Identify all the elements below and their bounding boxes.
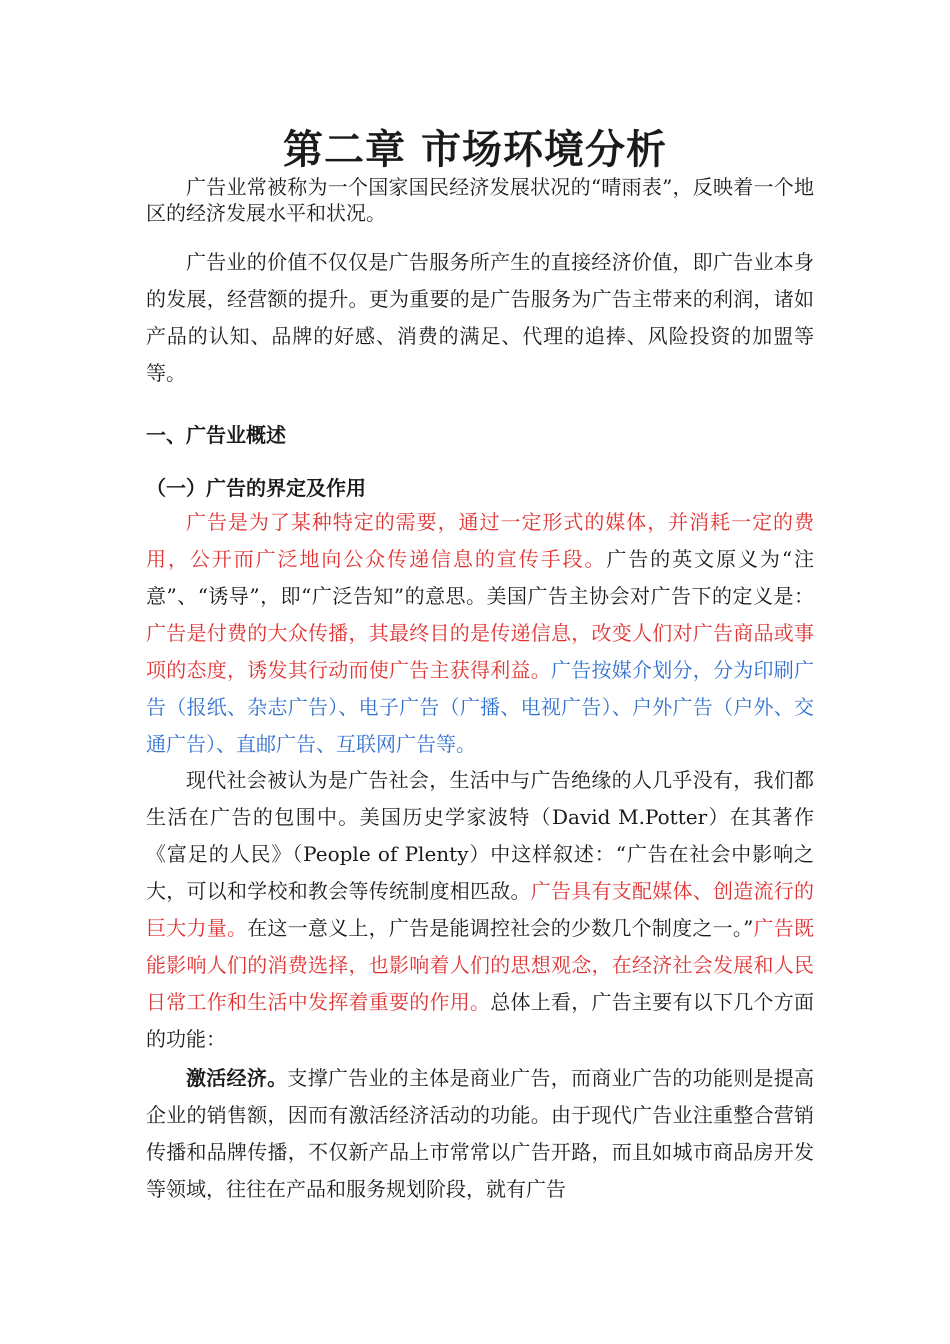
intro-paragraph: 广告业常被称为一个国家国民经济发展状况的“晴雨表”，反映着一个地区的经济发展水平和状况。 — [146, 175, 814, 225]
association-definition-highlight: 广告是付费的大众传播，其最终目的是传递信息，改变人们对广告商品或事项的态度，诱发其行动而使广告主获得利益。 — [146, 621, 814, 682]
society-paragraph — [146, 762, 814, 1058]
definition-text: 广告的英文原义为“注意”、“诱导”，即“广泛告知”的意思。美国广告主协会对广告下的定义是： — [146, 547, 814, 608]
section-heading: 一、广告业概述 — [146, 423, 286, 447]
function-text: 支撑广告业的主体是商业广告，而商业广告的功能则是提高企业的销售额，因而有激活经济活动的功能。由于现代广告业注重整合营销传播和品牌传播，不仅新产品上市常常以广告开路，而且如城市商品房开发等领域，往往在产品和服务规划阶段，就有广告 — [146, 1066, 815, 1201]
society-highlight-2: 广告既能影响人们的消费选择，也影响着人们的思想观念，在经济社会发展和人民日常工作和生活中发挥着重要的作用。 — [146, 916, 815, 1014]
society-text-3: 总体上看，广告主要有以下几个方面的功能： — [146, 990, 814, 1051]
value-paragraph: 广告业的价值不仅仅是广告服务所产生的直接经济价值，即广告业本身的发展，经营额的提升。更为重要的是广告服务为广告主带来的利润，诸如产品的认知、品牌的好感、消费的满足、代理的追捧、风险投资的加盟等等。 — [146, 250, 814, 385]
function-paragraph — [146, 1060, 814, 1208]
media-classification-highlight: 广告按媒介划分，分为印刷广告（报纸、杂志广告）、电子广告（广播、电视广告）、户外广告（户外、交通广告）、直邮广告、互联网广告等。 — [146, 658, 814, 756]
society-text-2: 在这一意义上，广告是能调控社会的少数几个制度之一。” — [247, 916, 754, 940]
definition-highlight: 广告是为了某种特定的需要，通过一定形式的媒体，并消耗一定的费用，公开而广泛地向公众传递信息的宣传手段。 — [146, 510, 814, 571]
subsection-heading: （一）广告的界定及作用 — [146, 476, 366, 500]
society-highlight-1: 广告具有支配媒体、创造流行的巨大力量。 — [146, 879, 814, 940]
function-title: 激活经济。 — [186, 1066, 288, 1090]
page-title: 第二章 市场环境分析 — [283, 127, 667, 173]
definition-paragraph — [146, 504, 814, 763]
society-text-1: 现代社会被认为是广告社会，生活中与广告绝缘的人几乎没有，我们都生活在广告的包围中。美国历史学家波特（David M.Potter）在其著作《富足的人民》（People of Plenty）中这样叙述：“广告在社会中影响之大，可以和学校和教会等传统制度相匹敌。 — [146, 768, 814, 903]
